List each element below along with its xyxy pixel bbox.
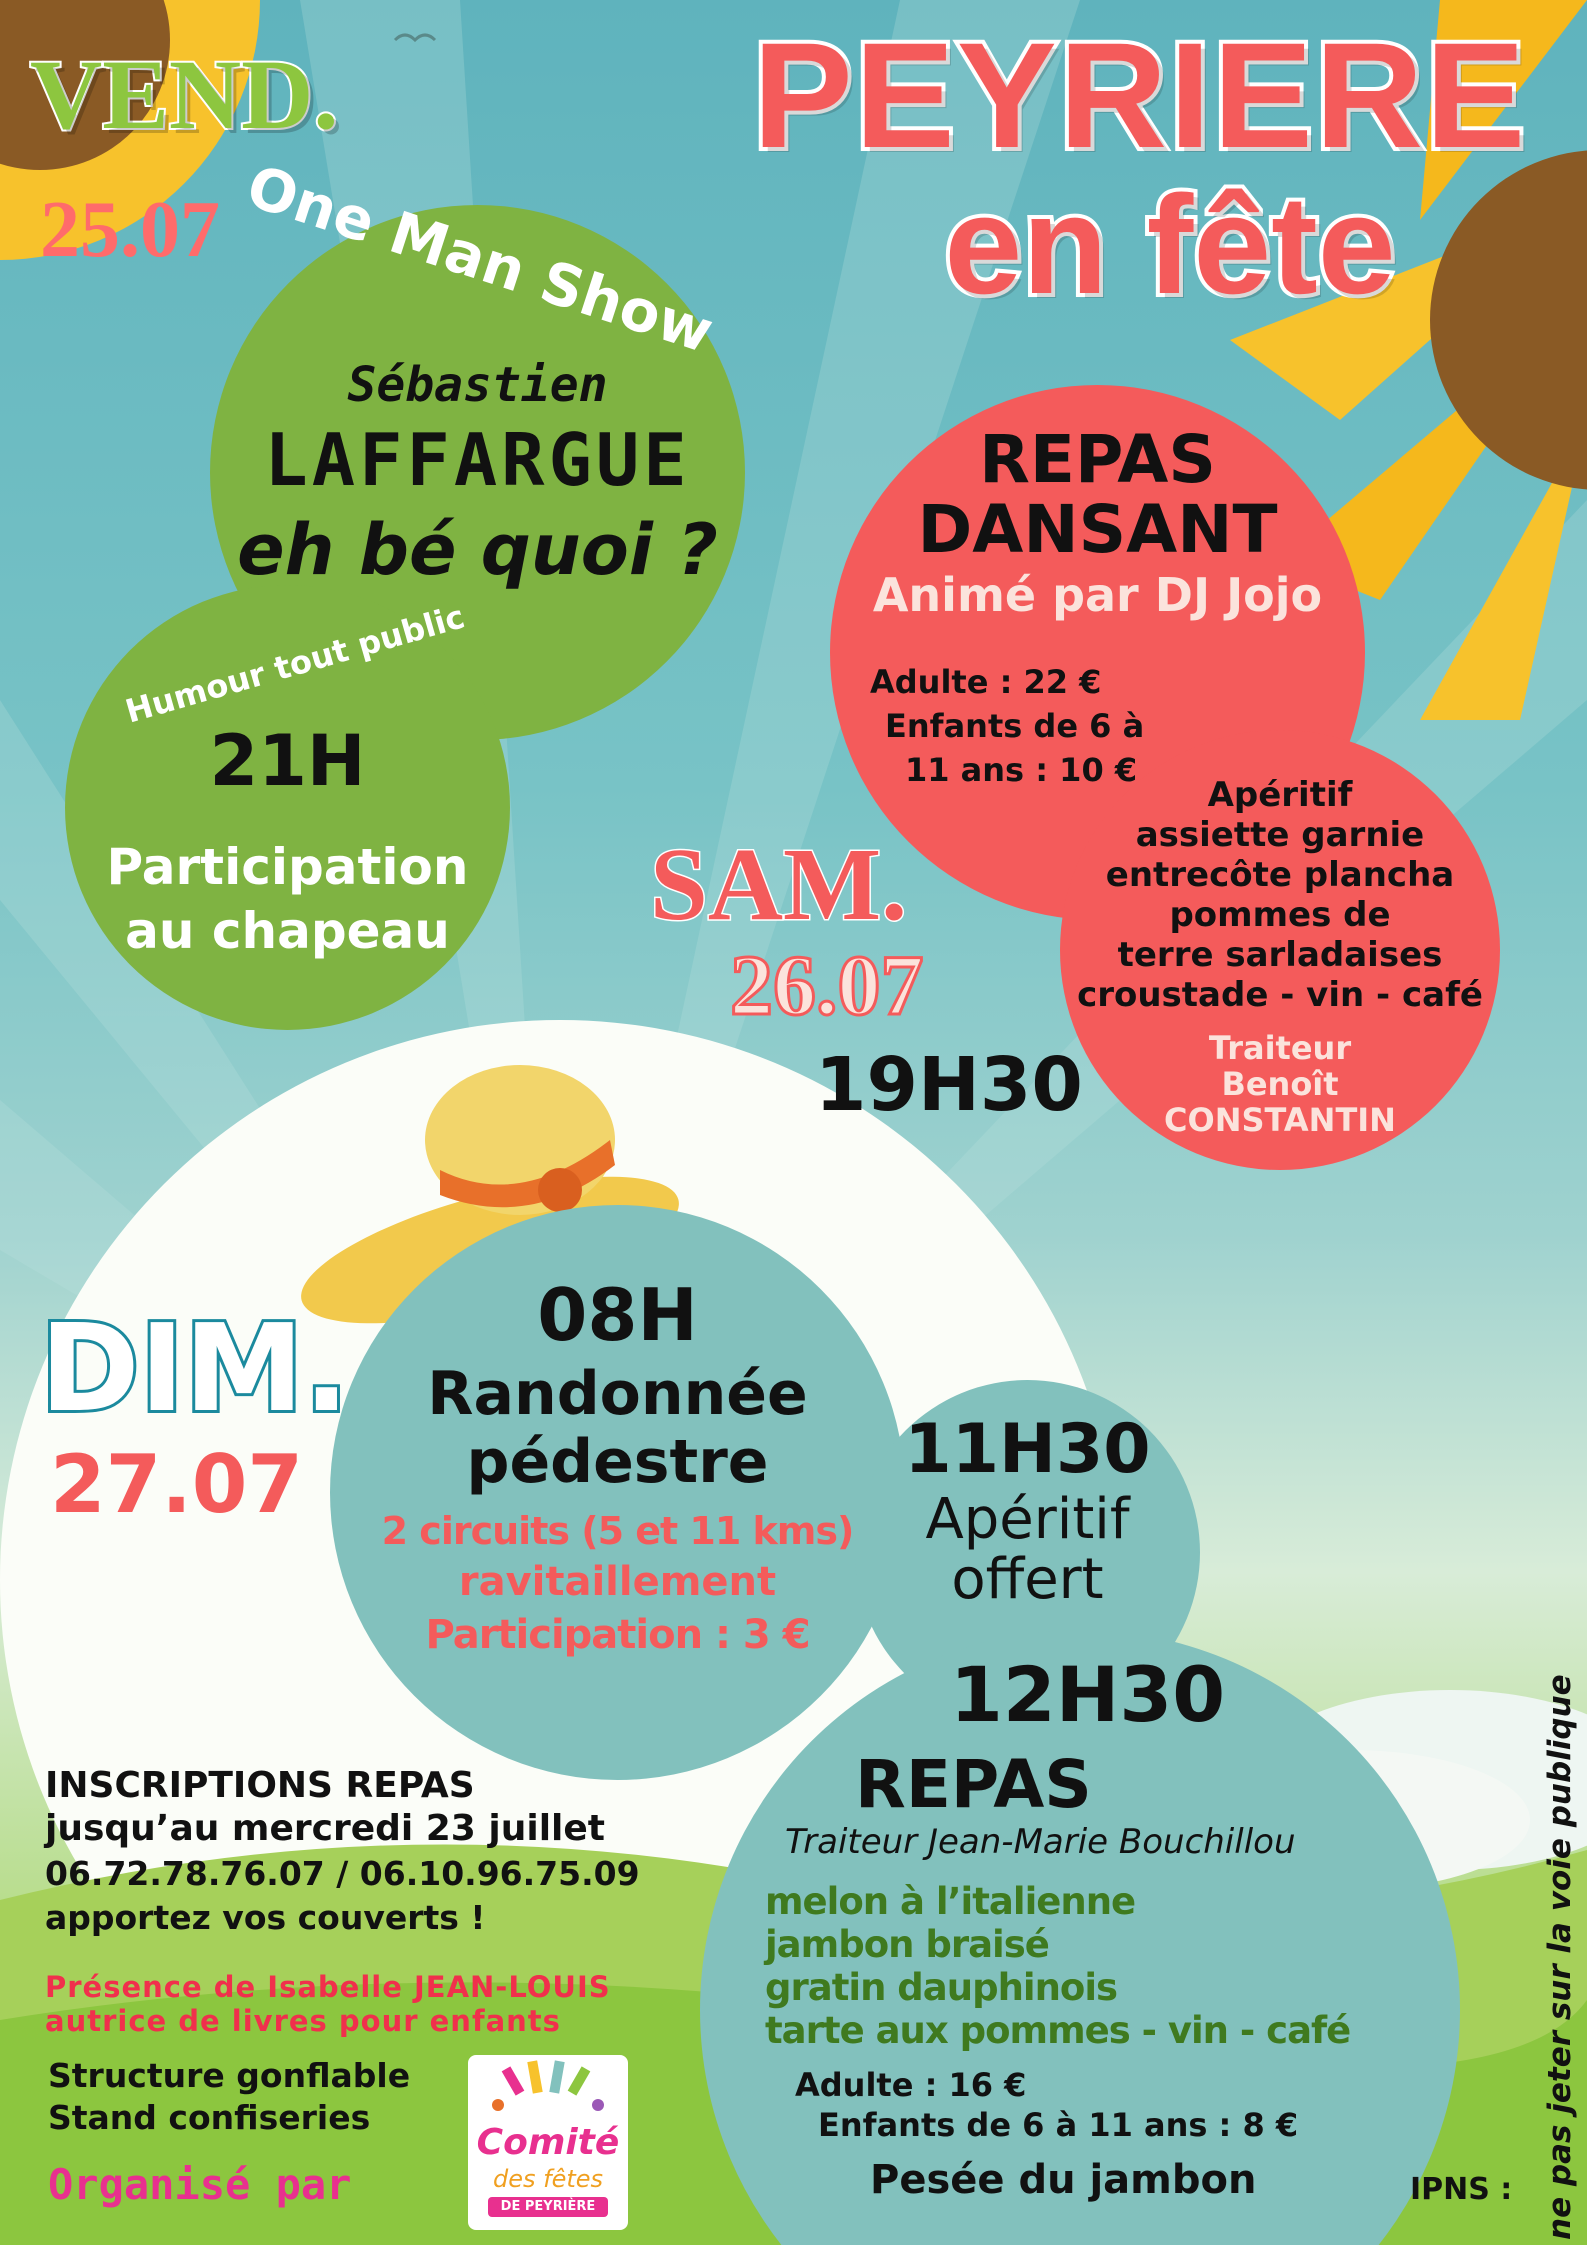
sunday-hike — [330, 1270, 905, 1662]
author-line1: Présence de Isabelle JEAN-LOUIS — [45, 1970, 611, 2004]
extra-activities — [48, 2055, 468, 2139]
logo-line1: Comité — [476, 2122, 620, 2163]
performer-first-name: Sébastien — [347, 357, 608, 413]
saturday-price-adult: Adulte : 22 € — [870, 663, 1102, 701]
saturday-menu-item: croustade - vin - café — [1077, 975, 1483, 1015]
saturday-day: SAM. — [650, 827, 908, 942]
registration-title: INSCRIPTIONS REPAS — [45, 1765, 475, 1806]
saturday-menu-item: pommes de — [1169, 895, 1391, 935]
sunday-aperitif-time: 11H30 — [904, 1410, 1151, 1489]
sunday-meal-menu — [765, 1880, 1350, 2052]
sunday-hike-price: Participation : 3 € — [425, 1612, 810, 1658]
logo-line2: des fêtes — [492, 2165, 604, 2193]
sunday-meal-menu-item: gratin dauphinois — [765, 1966, 1118, 2009]
sunday-aperitif — [855, 1410, 1200, 1610]
registration-cutlery: apportez vos couverts ! — [45, 1898, 486, 1937]
friday-date: 25.07 — [40, 186, 220, 274]
saturday-menu-item: Apéritif — [1207, 775, 1353, 815]
activity-item: Structure gonflable — [48, 2056, 411, 2095]
saturday-menu-item: assiette garnie — [1135, 815, 1425, 855]
friday-performer — [210, 355, 745, 595]
organized-by: Organisé par — [48, 2160, 352, 2209]
ipns-label: IPNS : — [1410, 2172, 1513, 2207]
friday-day: VEND. — [30, 39, 339, 150]
author-presence — [45, 1970, 725, 2038]
saturday-prices — [870, 660, 1200, 792]
registration-info — [45, 1765, 725, 1939]
activity-item: Stand confiseries — [48, 2098, 371, 2137]
friday-price — [65, 835, 510, 963]
saturday-price-child-line1: Enfants de 6 à — [885, 707, 1145, 745]
saturday-price-child-line2: 11 ans : 10 € — [905, 751, 1138, 789]
sunday-meal-extra: Pesée du jambon — [870, 2157, 1257, 2203]
saturday-time: 19H30 — [815, 1042, 1083, 1128]
sunday-date: 27.07 — [50, 1438, 304, 1531]
friday-show-type: One Man Show — [238, 151, 722, 367]
side-note: ne pas jeter sur la voie publique — [1542, 1674, 1578, 2240]
saturday-menu — [1060, 775, 1500, 1015]
sunday-hike-line2: pédestre — [466, 1427, 769, 1497]
performer-last-name: LAFFARGUE — [264, 418, 691, 502]
sunday-hike-time: 08H — [537, 1273, 698, 1357]
saturday-menu-item: terre sarladaises — [1117, 935, 1443, 975]
registration-phones: 06.72.78.76.07 / 06.10.96.75.09 — [45, 1854, 640, 1893]
sunday-aperitif-line1: Apéritif — [925, 1487, 1130, 1552]
friday-price-line2: au chapeau — [125, 902, 450, 960]
sunday-meal-adult: Adulte : 16 € — [795, 2066, 1027, 2104]
friday-audience: Humour tout public — [121, 597, 469, 731]
logo-line3: DE PEYRIÈRE — [488, 2197, 608, 2217]
registration-deadline: jusqu’au mercredi 23 juillet — [45, 1808, 606, 1849]
title-line1: PEYRIERE — [752, 11, 1528, 179]
confetti-icon — [468, 2055, 628, 2125]
sunday-meal-time: 12H30 — [950, 1650, 1226, 1739]
title-line2: en fête — [944, 166, 1396, 323]
sunday-meal-menu-item: tarte aux pommes - vin - café — [765, 2009, 1351, 2052]
saturday-date: 26.07 — [730, 937, 924, 1033]
saturday-event-line1: REPAS — [979, 421, 1216, 498]
sunday-meal-menu-item: jambon braisé — [765, 1923, 1049, 1966]
saturday-dinner — [830, 421, 1365, 625]
sunday-meal-child: Enfants de 6 à 11 ans : 8 € — [818, 2106, 1299, 2144]
poster-title — [700, 11, 1580, 323]
show-name: eh bé quoi ? — [237, 509, 718, 591]
friday-time: 21H — [209, 720, 366, 802]
sunday-hike-supply: ravitaillement — [458, 1559, 777, 1605]
saturday-event-line2: DANSANT — [917, 491, 1278, 568]
sunday-meal-menu-item: melon à l’italienne — [765, 1880, 1136, 1923]
saturday-dj: Animé par DJ Jojo — [872, 568, 1323, 622]
sunday-meal-caterer: Traiteur Jean-Marie Bouchillou — [785, 1822, 1296, 1862]
sunday-meal-title: REPAS — [855, 1746, 1092, 1823]
saturday-caterer-label: Traiteur — [1208, 1029, 1352, 1067]
sunday-aperitif-line2: offert — [951, 1547, 1104, 1612]
author-line2: autrice de livres pour enfants — [45, 2004, 561, 2038]
sunday-day: DIM. — [40, 1300, 350, 1439]
sunday-hike-circuits: 2 circuits (5 et 11 kms) — [381, 1509, 854, 1553]
sunday-hike-line1: Randonnée — [427, 1359, 808, 1429]
saturday-caterer-first: Benoît — [1221, 1065, 1339, 1103]
friday-price-line1: Participation — [106, 838, 469, 896]
saturday-menu-item: entrecôte plancha — [1105, 855, 1455, 895]
comite-logo — [468, 2055, 628, 2230]
saturday-caterer-last: CONSTANTIN — [1164, 1101, 1396, 1139]
saturday-caterer — [1110, 1030, 1450, 1138]
